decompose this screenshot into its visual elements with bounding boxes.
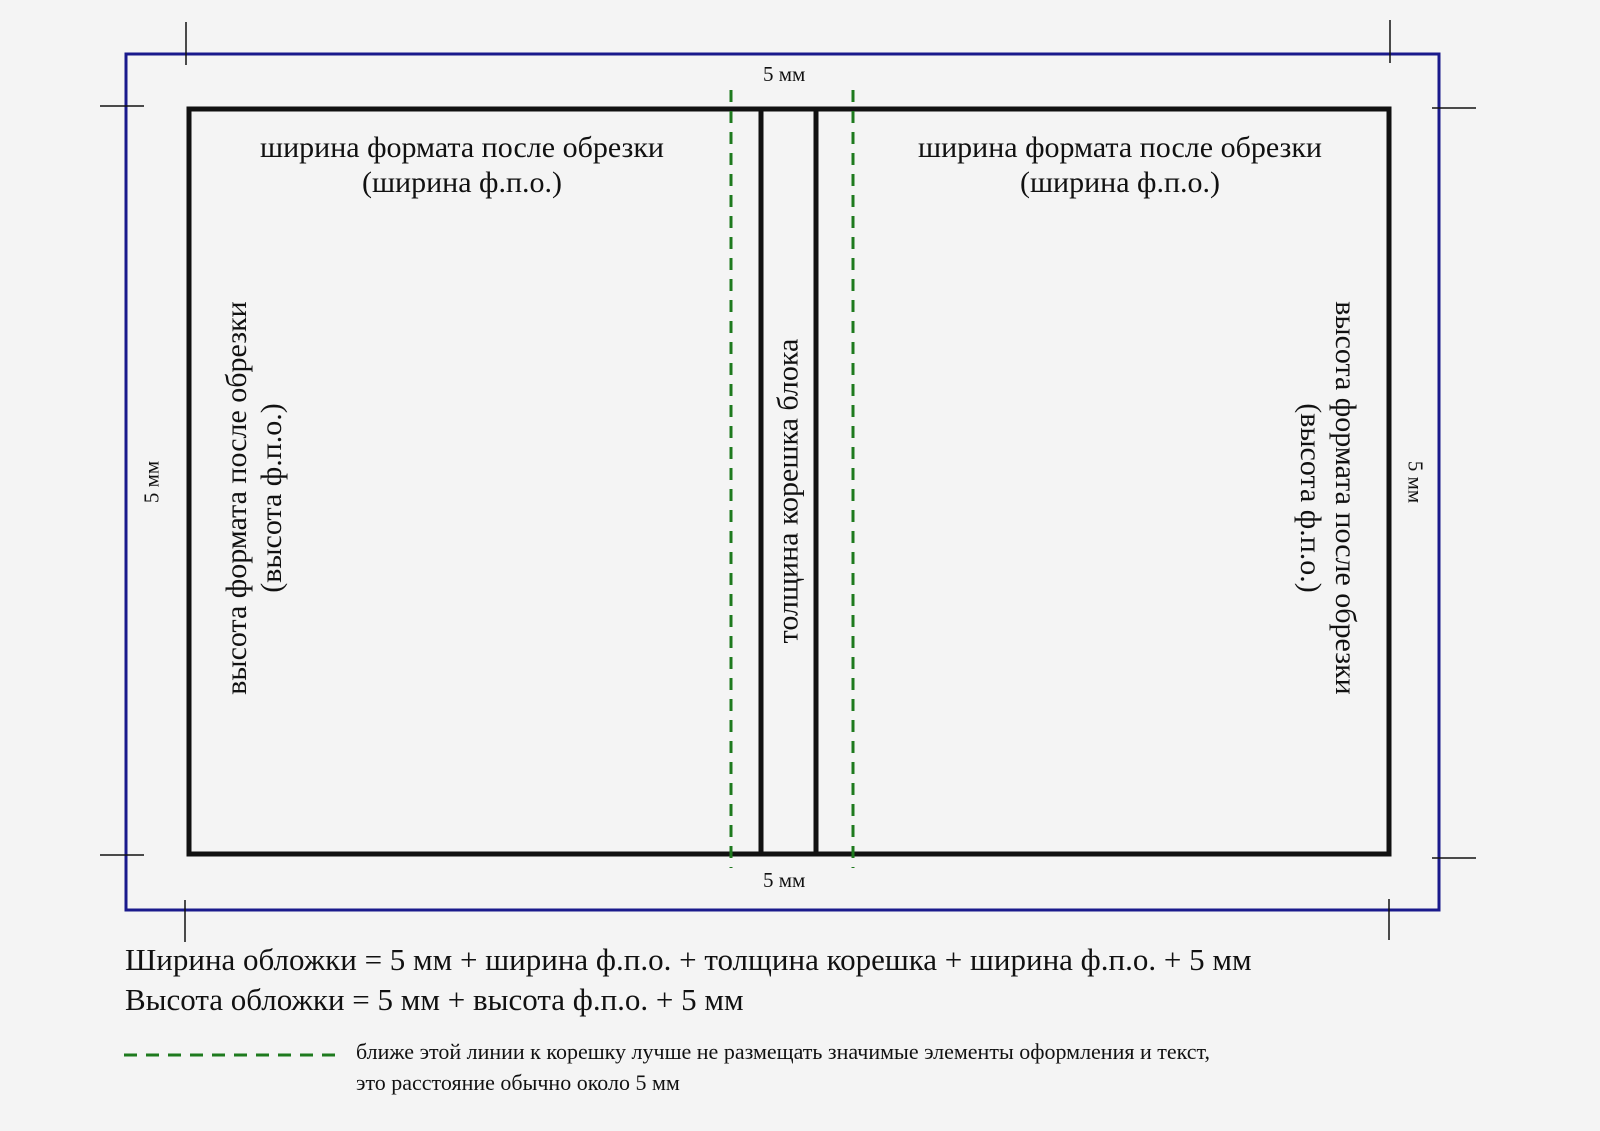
bleed-right-label: 5 мм [1403,460,1428,504]
legend-text-line1: ближе этой линии к корешку лучше не размещать значимые элементы оформления и текст, [356,1039,1210,1064]
formula-height: Высота обложки = 5 мм + высота ф.п.о. + 5 мм [125,982,744,1017]
spine-label: толщина корешка блока [771,338,805,644]
bleed-bottom-label: 5 мм [763,868,806,892]
width-label-right [890,130,1350,200]
height-label-right-line2: (высота ф.п.о.) [1294,403,1327,593]
width-label-left-line1: ширина формата после обрезки [259,131,664,164]
height-label-left-line2: (высота ф.п.о.) [255,403,288,593]
legend-text-line2: это расстояние обычно около 5 мм [356,1070,680,1095]
bleed-left-label: 5 мм [139,460,164,504]
formula-width: Ширина обложки = 5 мм + ширина ф.п.о. + толщина корешка + ширина ф.п.о. + 5 мм [125,942,1252,977]
height-label-left [219,301,289,694]
width-label-left-line2: (ширина ф.п.о.) [361,166,563,199]
width-label-right-line2: (ширина ф.п.о.) [1019,166,1221,199]
height-label-left-line1: высота формата после обрезки [220,301,253,695]
height-label-right [1293,301,1363,694]
width-label-left [232,130,692,200]
height-label-right-line1: высота формата после обрезки [1329,301,1362,695]
width-label-right-line1: ширина формата после обрезки [917,131,1322,164]
bleed-top-label: 5 мм [763,62,806,86]
